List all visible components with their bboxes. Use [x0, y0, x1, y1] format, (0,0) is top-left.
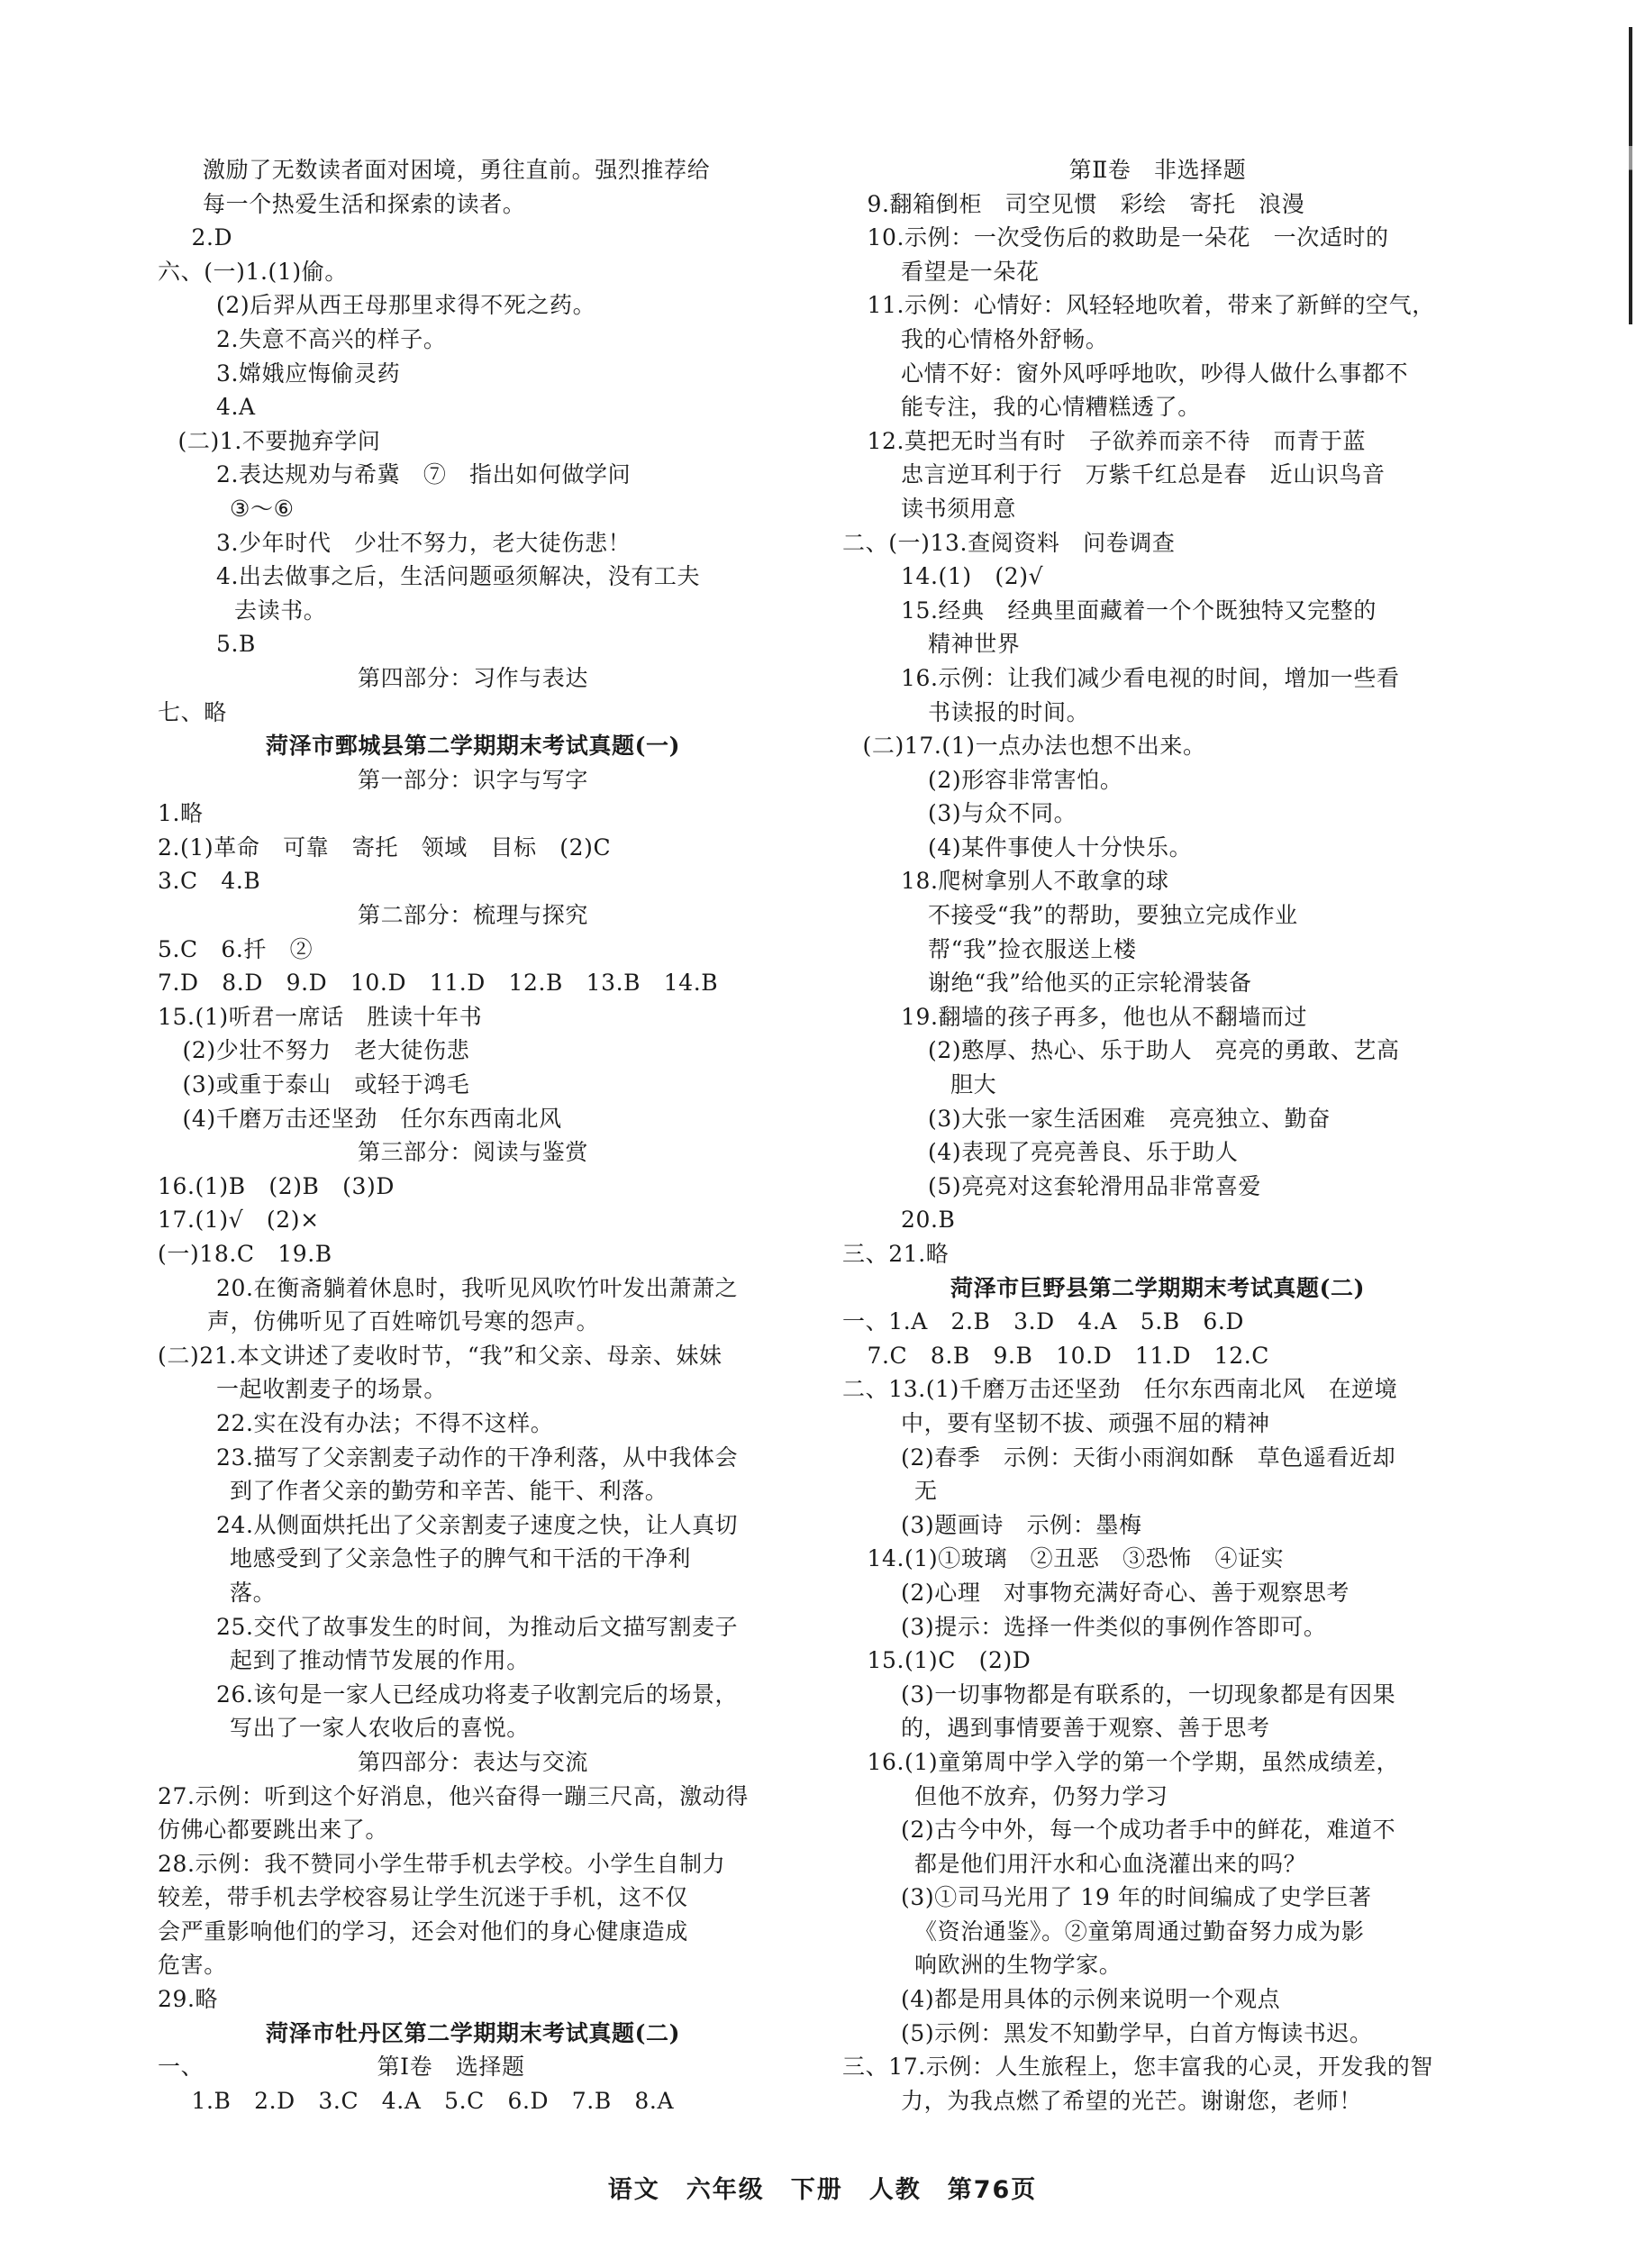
- answer-line: (二)21.本文讲述了麦收时节，“我”和父亲、母亲、妹妹: [158, 1342, 723, 1369]
- right-column: [842, 153, 1473, 2118]
- answer-line: (二)1.不要抛弃学问: [177, 427, 381, 454]
- answer-line: 11.示例：心情好：风轻轻地吹着，带来了新鲜的空气，: [867, 292, 1435, 319]
- page-footer: 语文 六年级 下册 人教 第76页: [607, 2176, 1038, 2204]
- answer-line: 二、13.(1)千磨万击还坚劲 任尔东西南北风 在逆境: [842, 1376, 1398, 1403]
- answer-line: 2.表达规劝与希冀 ⑦ 指出如何做学问: [216, 461, 632, 488]
- answer-line: 16.(1)童第周中学入学的第一个学期，虽然成绩差，: [867, 1748, 1400, 1775]
- answer-line: 力，为我点燃了希望的光芒。谢谢您，老师！: [901, 2087, 1363, 2114]
- answer-line: 无: [914, 1478, 938, 1505]
- answer-line: 16.示例：让我们减少看电视的时间，增加一些看: [901, 664, 1400, 691]
- answer-line: (3)题画诗 示例：墨梅: [901, 1511, 1142, 1538]
- answer-line: 去读书。: [234, 597, 327, 624]
- answer-line: 六、(一)1.(1)偷。: [158, 258, 348, 285]
- answer-line: (4)某件事使人十分快乐。: [928, 833, 1193, 861]
- answer-line: 第四部分：表达与交流: [357, 1748, 588, 1775]
- answer-line: 胆大: [950, 1071, 997, 1098]
- answer-line: (4)表现了亮亮善良、乐于助人: [928, 1139, 1239, 1166]
- answer-line: 20.B: [901, 1207, 956, 1234]
- answer-line: (3)一切事物都是有联系的，一切现象都是有因果: [901, 1681, 1396, 1708]
- scan-edge-mark: [1629, 27, 1632, 324]
- answer-line: 精神世界: [928, 631, 1021, 658]
- answer-line: 第三部分：阅读与鉴赏: [357, 1139, 588, 1166]
- answer-line: 看望是一朵花: [901, 258, 1040, 285]
- answer-line: 写出了一家人农收后的喜悦。: [230, 1715, 530, 1742]
- answer-line: (2)心理 对事物充满好奇心、善于观察思考: [901, 1579, 1350, 1606]
- answer-line: 14.(1)①玻璃 ②丑恶 ③恐怖 ④证实: [867, 1545, 1285, 1572]
- answer-line: ③～⑥: [230, 495, 295, 522]
- answer-line: 18.爬树拿别人不敢拿的球: [901, 868, 1169, 895]
- answer-line: 中，要有坚韧不拔、顽强不屈的精神: [901, 1409, 1270, 1436]
- answer-line: 忠言逆耳利于行 万紫千红总是春 近山识鸟音: [901, 461, 1386, 488]
- answer-line: 起到了推动情节发展的作用。: [230, 1647, 530, 1674]
- answer-line: 危害。: [158, 1952, 227, 1979]
- answer-line: 《资治通鉴》。②童第周通过勤奋努力成为影: [914, 1917, 1365, 1945]
- answer-line: (2)春季 示例：天街小雨润如酥 草色遥看近却: [901, 1444, 1396, 1471]
- answer-line: 一、 第Ⅰ卷 选择题: [158, 2054, 525, 2081]
- answer-line: 谢绝“我”给他买的正宗轮滑装备: [928, 970, 1252, 997]
- answer-line: 第二部分：梳理与探究: [357, 902, 588, 929]
- answer-line: 28.示例：我不赞同小学生带手机去学校。小学生自制力: [158, 1850, 726, 1877]
- answer-line: 14.(1) (2)√: [901, 563, 1044, 590]
- answer-line: 10.示例：一次受伤后的救助是一朵花 一次适时的: [867, 224, 1389, 251]
- answer-line: 落。: [230, 1579, 277, 1606]
- answer-line: 一、1.A 2.B 3.D 4.A 5.B 6.D: [842, 1308, 1245, 1335]
- answer-line: 第四部分：习作与表达: [357, 664, 588, 691]
- answer-line: 2.(1)革命 可靠 寄托 领域 目标 (2)C: [158, 833, 612, 861]
- answer-line: (3)①司马光用了 19 年的时间编成了史学巨著: [901, 1884, 1372, 1911]
- answer-line: 1.B 2.D 3.C 4.A 5.C 6.D 7.B 8.A: [191, 2087, 675, 2114]
- answer-line: 帮“我”捡衣服送上楼: [928, 935, 1137, 962]
- answer-line: 25.交代了故事发生的时间，为推动后文描写割麦子: [216, 1613, 739, 1640]
- answer-line: (2)形容非常害怕。: [928, 766, 1123, 793]
- answer-line: 我的心情格外舒畅。: [901, 325, 1109, 352]
- answer-line: 会严重影响他们的学习，还会对他们的身心健康造成: [158, 1917, 688, 1945]
- left-column: [158, 153, 788, 2118]
- answer-line: 23.描写了父亲割麦子动作的干净利落，从中我体会: [216, 1444, 739, 1471]
- answer-line: (2)憨厚、热心、乐于助人 亮亮的勇敢、艺高: [928, 1037, 1400, 1064]
- answer-line: 的，遇到事情要善于观察、善于思考: [901, 1715, 1270, 1742]
- answer-line: 都是他们用汗水和心血浇灌出来的吗？: [914, 1850, 1307, 1877]
- answer-line: (2)后羿从西王母那里求得不死之药。: [216, 292, 596, 319]
- answer-line: 较差，带手机去学校容易让学生沉迷于手机，这不仅: [158, 1884, 688, 1911]
- answer-line: 2.失意不高兴的样子。: [216, 325, 447, 352]
- answer-line: 菏泽市巨野县第二学期期末考试真题(二): [950, 1274, 1366, 1301]
- answer-line: 二、(一)13.查阅资料 问卷调查: [842, 529, 1176, 556]
- answer-line: 5.C 6.扦 ②: [158, 935, 314, 962]
- answer-line: 书读报的时间。: [928, 698, 1090, 725]
- answer-line: 5.B: [216, 631, 257, 658]
- answer-line: 24.从侧面烘托出了父亲割麦子速度之快，让人真切: [216, 1511, 739, 1538]
- answer-line: 29.略: [158, 1986, 219, 2013]
- answer-line: 第Ⅱ卷 非选择题: [1068, 157, 1247, 183]
- answer-line: 3.嫦娥应悔偷灵药: [216, 360, 401, 387]
- answer-line: (3)提示：选择一件类似的事例作答即可。: [901, 1613, 1327, 1640]
- answer-line: 每一个热爱生活和探索的读者。: [203, 190, 526, 217]
- answer-line: 声，仿佛听见了百姓啼饥号寒的怨声。: [207, 1308, 600, 1335]
- answer-line: (3)大张一家生活困难 亮亮独立、勤奋: [928, 1105, 1331, 1132]
- answer-line: 菏泽市牡丹区第二学期期末考试真题(二): [265, 2019, 681, 2046]
- answer-line: 9.翻箱倒柜 司空见惯 彩绘 寄托 浪漫: [867, 190, 1305, 217]
- answer-line: (3)与众不同。: [928, 800, 1077, 827]
- answer-line: 4.出去做事之后，生活问题亟须解决，没有工夫: [216, 563, 701, 590]
- answer-line: (一)18.C 19.B: [158, 1241, 332, 1267]
- answer-line: 菏泽市鄄城县第二学期期末考试真题(一): [265, 733, 681, 760]
- answer-line: 7.C 8.B 9.B 10.D 11.D 12.C: [867, 1342, 1270, 1369]
- answer-line: (3)或重于泰山 或轻于鸿毛: [182, 1071, 470, 1098]
- answer-line: 心情不好：窗外风呼呼地吹，吵得人做什么事都不: [901, 360, 1409, 387]
- answer-line: 2.D: [191, 224, 233, 251]
- answer-line: 7.D 8.D 9.D 10.D 11.D 12.B 13.B 14.B: [158, 970, 719, 997]
- answer-line: 12.莫把无时当有时 子欲养而亲不待 而青于蓝: [867, 427, 1367, 454]
- answer-line: (二)17.(1)一点办法也想不出来。: [862, 733, 1206, 760]
- answer-line: 七、略: [158, 698, 227, 725]
- answer-line: (5)亮亮对这套轮滑用品非常喜爱: [928, 1172, 1262, 1199]
- answer-line: 19.翻墙的孩子再多，他也从不翻墙而过: [901, 1003, 1308, 1030]
- answer-line: 第一部分：识字与写字: [357, 766, 588, 793]
- answer-line: 不接受“我”的帮助，要独立完成作业: [928, 902, 1298, 929]
- answer-line: 读书须用意: [901, 495, 1017, 522]
- answer-line: 3.少年时代 少壮不努力，老大徒伤悲！: [216, 529, 632, 556]
- answer-line: (4)都是用具体的示例来说明一个观点: [901, 1986, 1281, 2013]
- answer-line: 22.实在没有办法；不得不这样。: [216, 1409, 554, 1436]
- answer-line: 15.(1)听君一席话 胜读十年书: [158, 1003, 483, 1030]
- answer-line: 17.(1)√ (2)×: [158, 1207, 320, 1234]
- answer-line: 三、17.示例：人生旅程上，您丰富我的心灵，开发我的智: [842, 2054, 1433, 2081]
- answer-line: 26.该句是一家人已经成功将麦子收割完后的场景，: [216, 1681, 739, 1708]
- answer-line: 能专注，我的心情糟糕透了。: [901, 394, 1201, 421]
- answer-line: 27.示例：听到这个好消息，他兴奋得一蹦三尺高，激动得: [158, 1782, 749, 1809]
- answer-line: (5)示例：黑发不知勤学早，白首方悔读书迟。: [901, 2019, 1373, 2046]
- answer-line: 4.A: [216, 394, 256, 421]
- answer-line: 1.略: [158, 800, 204, 827]
- answer-line: 到了作者父亲的勤劳和辛苦、能干、利落。: [230, 1478, 668, 1505]
- answer-line: 15.经典 经典里面藏着一个个既独特又完整的: [901, 597, 1377, 624]
- answer-line: 地感受到了父亲急性子的脾气和干活的干净利: [230, 1545, 692, 1572]
- answer-line: 20.在衡斋躺着休息时，我听见风吹竹叶发出萧萧之: [216, 1274, 739, 1301]
- answer-line: 仿佛心都要跳出来了。: [158, 1817, 389, 1844]
- answer-line: 但他不放弃，仍努力学习: [914, 1782, 1168, 1809]
- answer-line: 一起收割麦子的场景。: [216, 1376, 448, 1403]
- answer-line: 16.(1)B (2)B (3)D: [158, 1172, 395, 1199]
- answer-line: 15.(1)C (2)D: [867, 1647, 1032, 1674]
- answer-line: 3.C 4.B: [158, 868, 261, 895]
- answer-line: 激励了无数读者面对困境，勇往直前。强烈推荐给: [203, 157, 711, 183]
- answer-line: (2)少壮不努力 老大徒伤悲: [182, 1037, 470, 1064]
- answer-line: 响欧洲的生物学家。: [914, 1952, 1122, 1979]
- answer-line: (4)千磨万击还坚劲 任尔东西南北风: [182, 1105, 562, 1132]
- answer-line: (2)古今中外，每一个成功者手中的鲜花，难道不: [901, 1817, 1396, 1844]
- answer-line: 三、21.略: [842, 1241, 950, 1267]
